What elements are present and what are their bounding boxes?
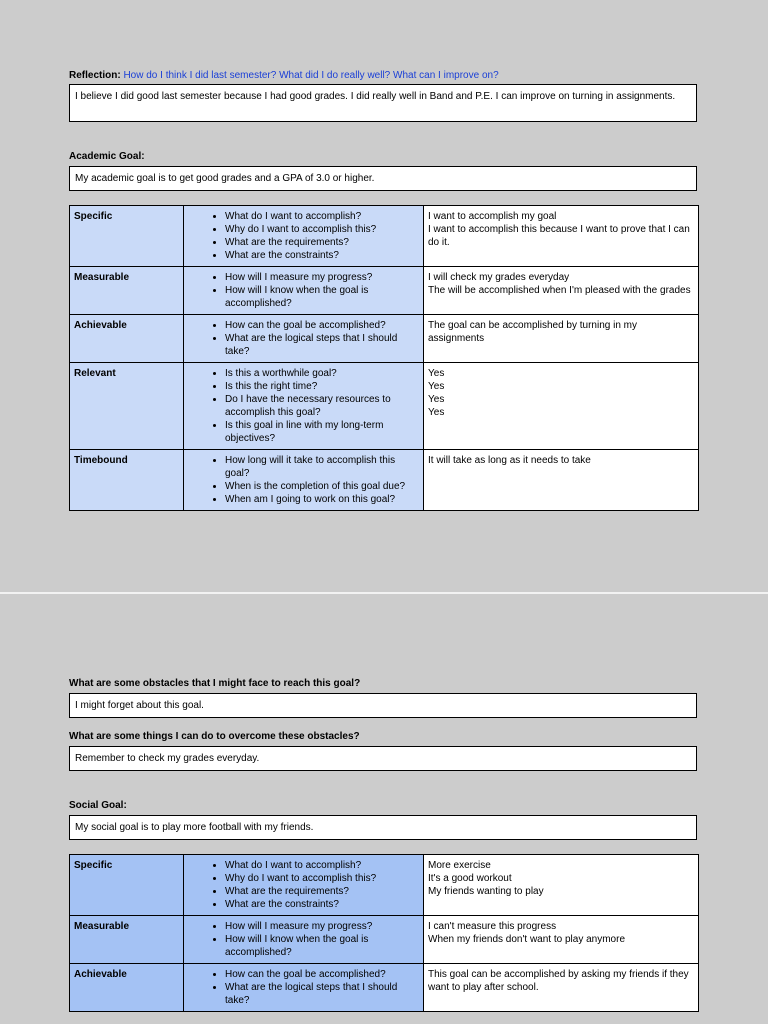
social-goal-label: Social Goal:	[69, 800, 127, 811]
questions-cell	[184, 267, 424, 315]
questions-cell	[184, 206, 424, 267]
academic-row-measurable	[70, 267, 699, 315]
social-row-measurable	[70, 916, 699, 964]
social-row-specific	[70, 855, 699, 916]
obstacles-question: What are some obstacles that I might face to reach this goal?	[69, 678, 361, 689]
response-cell	[424, 916, 699, 964]
questions-cell	[184, 315, 424, 363]
obstacles-answer: I might forget about this goal.	[75, 700, 204, 711]
response-line: Yes	[428, 368, 445, 379]
response-line: It's a good workout	[428, 873, 512, 884]
response-line: I want to accomplish my goal	[428, 211, 557, 222]
question-item: • How long will it take to accomplish this goal?	[225, 454, 419, 480]
question-item: • How can the goal be accomplished?	[225, 968, 419, 981]
response-cell	[424, 363, 699, 450]
response-cell	[424, 964, 699, 1012]
response-line: The goal can be accomplished by turning in my assignments	[428, 320, 638, 344]
question-item: • Why do I want to accomplish this?	[225, 223, 419, 236]
questions-cell	[184, 964, 424, 1012]
question-item: • Do I have the necessary resources to accomplish this goal?	[225, 393, 419, 419]
response-line: Yes	[428, 407, 445, 418]
question-item: • How will I measure my progress?	[225, 920, 419, 933]
academic-smart-table	[69, 205, 699, 511]
question-item: • When is the completion of this goal due?	[225, 480, 419, 493]
question-item: • What are the constraints?	[225, 249, 419, 262]
reflection-answer: I believe I did good last semester because I had good grades. I did really well in Band and P.E. I can improve on turning in assignments.	[75, 91, 676, 102]
response-cell	[424, 206, 699, 267]
questions-cell	[184, 916, 424, 964]
social-goal-text: My social goal is to play more football with my friends.	[75, 822, 314, 833]
criterion-cell: Achievable	[70, 315, 184, 363]
question-item: • How will I measure my progress?	[225, 271, 419, 284]
response-line: My friends wanting to play	[428, 886, 544, 897]
questions-cell	[184, 855, 424, 916]
criterion-cell: Relevant	[70, 363, 184, 450]
academic-goal-label: Academic Goal:	[69, 151, 145, 162]
overcome-answer-box	[69, 746, 697, 771]
response-line: This goal can be accomplished by asking my friends if they want to play after school.	[428, 969, 689, 993]
question-item: • Is this the right time?	[225, 380, 419, 393]
overcome-answer: Remember to check my grades everyday.	[75, 753, 260, 764]
question-item: • When am I going to work on this goal?	[225, 493, 419, 506]
question-item: • How will I know when the goal is accomplished?	[225, 284, 419, 310]
social-smart-table	[69, 854, 699, 1012]
response-line: Yes	[428, 394, 445, 405]
question-item: • What are the constraints?	[225, 898, 419, 911]
question-item: • What are the requirements?	[225, 885, 419, 898]
response-line: When my friends don't want to play anymore	[428, 934, 626, 945]
academic-row-achievable	[70, 315, 699, 363]
question-item: • How can the goal be accomplished?	[225, 319, 419, 332]
question-item: • Is this a worthwhile goal?	[225, 367, 419, 380]
questions-list	[188, 454, 419, 506]
question-item: • How will I know when the goal is accomplished?	[225, 933, 419, 959]
question-item: • What are the logical steps that I should take?	[225, 332, 419, 358]
academic-row-relevant	[70, 363, 699, 450]
questions-list	[188, 319, 419, 358]
response-cell	[424, 315, 699, 363]
question-item: • What are the logical steps that I should take?	[225, 981, 419, 1007]
academic-row-timebound	[70, 450, 699, 511]
academic-row-specific	[70, 206, 699, 267]
social-row-achievable	[70, 964, 699, 1012]
questions-list	[188, 859, 419, 911]
academic-goal-box	[69, 166, 697, 191]
response-cell	[424, 267, 699, 315]
reflection-answer-box	[69, 84, 697, 122]
criterion-cell: Achievable	[70, 964, 184, 1012]
reflection-label: Reflection	[69, 70, 118, 81]
criterion-cell: Measurable	[70, 916, 184, 964]
questions-cell	[184, 450, 424, 511]
overcome-question: What are some things I can do to overcome these obstacles?	[69, 731, 360, 742]
response-line: It will take as long as it needs to take	[428, 455, 591, 466]
response-line: I will check my grades everyday	[428, 272, 570, 283]
questions-list	[188, 271, 419, 310]
response-line: The will be accomplished when I'm pleased with the grades	[428, 285, 691, 296]
questions-list	[188, 968, 419, 1007]
questions-cell	[184, 363, 424, 450]
question-item: • What are the requirements?	[225, 236, 419, 249]
reflection-prompt: How do I think I did last semester? What did I do really well? What can I improve on?	[123, 70, 499, 81]
criterion-cell: Specific	[70, 206, 184, 267]
question-item: • What do I want to accomplish?	[225, 210, 419, 223]
response-cell	[424, 450, 699, 511]
social-goal-box	[69, 815, 697, 840]
page-2	[0, 594, 768, 1024]
question-item: • What do I want to accomplish?	[225, 859, 419, 872]
criterion-cell: Specific	[70, 855, 184, 916]
response-line: Yes	[428, 381, 445, 392]
reflection-separator: :	[117, 70, 124, 81]
reflection-heading	[69, 70, 499, 81]
criterion-cell: Measurable	[70, 267, 184, 315]
response-line: More exercise	[428, 860, 491, 871]
response-cell	[424, 855, 699, 916]
obstacles-answer-box	[69, 693, 697, 718]
question-item: • Is this goal in line with my long-term objectives?	[225, 419, 419, 445]
criterion-cell: Timebound	[70, 450, 184, 511]
academic-goal-text: My academic goal is to get good grades and a GPA of 3.0 or higher.	[75, 173, 375, 184]
questions-list	[188, 367, 419, 445]
questions-list	[188, 210, 419, 262]
question-item: • Why do I want to accomplish this?	[225, 872, 419, 885]
response-line: I can't measure this progress	[428, 921, 557, 932]
response-line: I want to accomplish this because I want to prove that I can do it.	[428, 224, 690, 248]
questions-list	[188, 920, 419, 959]
